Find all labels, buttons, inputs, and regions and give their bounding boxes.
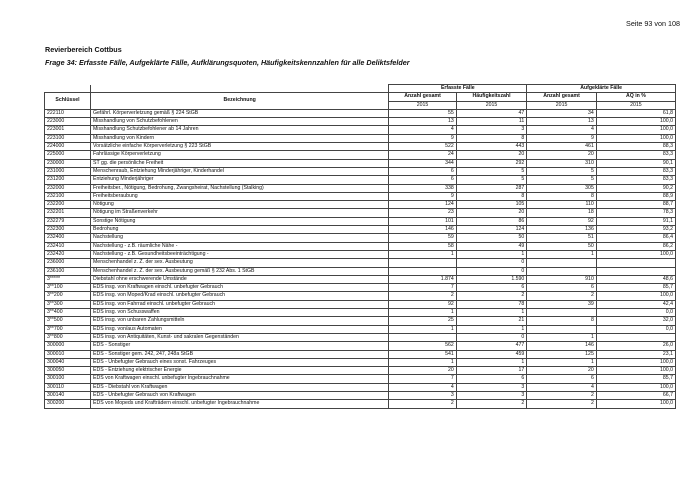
erfasst-anzahl-cell: 6 xyxy=(389,167,456,175)
key-cell: 300040 xyxy=(45,358,91,366)
aq-cell: 100,0 xyxy=(596,383,675,391)
haeufigkeitszahl-cell: 2 xyxy=(456,400,527,408)
aufgeklaert-anzahl-cell xyxy=(527,309,597,317)
key-cell: 232279 xyxy=(45,217,91,225)
aq-cell: 48,6 xyxy=(596,275,675,283)
erfasst-anzahl-cell: 1 xyxy=(389,309,456,317)
description-cell: Misshandlung Schutzbefohlener ab 14 Jahren xyxy=(90,126,388,134)
year-cell: 2015 xyxy=(596,101,675,109)
column-header-anzahl: Anzahl gesamt xyxy=(389,93,456,101)
column-header-row xyxy=(45,93,676,101)
description-cell: EDS insg. von Moped/Krad einschl. unbefugter Gebrauch xyxy=(90,292,388,300)
report-title: Frage 34: Erfasste Fälle, Aufgeklärte Fälle, Aufklärungsquoten, Häufigkeitskennzahlen für alle Deliktsfelder xyxy=(45,58,410,67)
table-row xyxy=(45,167,676,175)
erfasst-anzahl-cell: 1 xyxy=(389,358,456,366)
table-row xyxy=(45,300,676,308)
erfasst-anzahl-cell: 2 xyxy=(389,292,456,300)
key-cell: 3**200 xyxy=(45,292,91,300)
table-row xyxy=(45,400,676,408)
table-row xyxy=(45,367,676,375)
aufgeklaert-anzahl-cell xyxy=(527,325,597,333)
aufgeklaert-anzahl-cell: 51 xyxy=(527,234,597,242)
haeufigkeitszahl-cell: 78 xyxy=(456,300,527,308)
key-cell: 300050 xyxy=(45,367,91,375)
erfasst-anzahl-cell: 562 xyxy=(389,342,456,350)
erfasst-anzahl-cell: 101 xyxy=(389,217,456,225)
table-row xyxy=(45,109,676,117)
aufgeklaert-anzahl-cell: 39 xyxy=(527,300,597,308)
aufgeklaert-anzahl-cell: 18 xyxy=(527,209,597,217)
description-cell: Nötigung im Straßenverkehr xyxy=(90,209,388,217)
erfasst-anzahl-cell: 4 xyxy=(389,126,456,134)
aq-cell: 100,0 xyxy=(596,126,675,134)
haeufigkeitszahl-cell: 8 xyxy=(456,192,527,200)
haeufigkeitszahl-cell: 20 xyxy=(456,209,527,217)
erfasst-anzahl-cell: 1 xyxy=(389,325,456,333)
haeufigkeitszahl-cell: 11 xyxy=(456,118,527,126)
aq-cell: 100,0 xyxy=(596,400,675,408)
column-header-desc: Bezeichnung xyxy=(90,93,388,110)
erfasst-anzahl-cell: 9 xyxy=(389,134,456,142)
table-row xyxy=(45,267,676,275)
description-cell: Menschenraub, Entziehung Minderjähriger, Kinderhandel xyxy=(90,167,388,175)
erfasst-anzahl-cell: 522 xyxy=(389,143,456,151)
key-cell: 232100 xyxy=(45,192,91,200)
table-row xyxy=(45,391,676,399)
year-cell: 2015 xyxy=(527,101,597,109)
haeufigkeitszahl-cell: 86 xyxy=(456,217,527,225)
key-cell: 231000 xyxy=(45,167,91,175)
erfasst-anzahl-cell: 20 xyxy=(389,367,456,375)
aufgeklaert-anzahl-cell: 20 xyxy=(527,367,597,375)
description-cell: EDS insg. von Antiquitäten, Kunst- und sakralen Gegenständen xyxy=(90,333,388,341)
aq-cell: 42,4 xyxy=(596,300,675,308)
key-cell: 223100 xyxy=(45,134,91,142)
aufgeklaert-anzahl-cell: 136 xyxy=(527,226,597,234)
erfasst-anzahl-cell xyxy=(389,259,456,267)
aq-cell: 86,4 xyxy=(596,234,675,242)
table-row xyxy=(45,192,676,200)
haeufigkeitszahl-cell: 0 xyxy=(456,267,527,275)
key-cell: 3**800 xyxy=(45,333,91,341)
description-cell: EDS - Sonstiger xyxy=(90,342,388,350)
aufgeklaert-anzahl-cell: 9 xyxy=(527,134,597,142)
haeufigkeitszahl-cell: 47 xyxy=(456,109,527,117)
haeufigkeitszahl-cell: 5 xyxy=(456,176,527,184)
description-cell: EDS insg. von Schusswaffen xyxy=(90,309,388,317)
statistics-table xyxy=(44,84,676,409)
haeufigkeitszahl-cell: 287 xyxy=(456,184,527,192)
haeufigkeitszahl-cell: 8 xyxy=(456,134,527,142)
aufgeklaert-anzahl-cell: 305 xyxy=(527,184,597,192)
column-header-key: Schlüssel xyxy=(45,93,91,110)
aufgeklaert-anzahl-cell: 146 xyxy=(527,342,597,350)
key-cell: 300200 xyxy=(45,400,91,408)
key-cell: 3**500 xyxy=(45,317,91,325)
key-cell: 223001 xyxy=(45,126,91,134)
erfasst-anzahl-cell: 1.874 xyxy=(389,275,456,283)
haeufigkeitszahl-cell: 3 xyxy=(456,391,527,399)
key-cell: 230000 xyxy=(45,159,91,167)
haeufigkeitszahl-cell: 3 xyxy=(456,383,527,391)
key-cell: 300110 xyxy=(45,383,91,391)
table-row xyxy=(45,234,676,242)
description-cell: Diebstahl ohne erschwerende Umstände xyxy=(90,275,388,283)
haeufigkeitszahl-cell: 459 xyxy=(456,350,527,358)
haeufigkeitszahl-cell: 6 xyxy=(456,284,527,292)
erfasst-anzahl-cell: 9 xyxy=(389,192,456,200)
description-cell: Nötigung xyxy=(90,201,388,209)
haeufigkeitszahl-cell: 1.590 xyxy=(456,275,527,283)
aufgeklaert-anzahl-cell: 20 xyxy=(527,151,597,159)
aq-cell: 100,0 xyxy=(596,134,675,142)
table-row xyxy=(45,275,676,283)
table-row xyxy=(45,143,676,151)
table-row xyxy=(45,126,676,134)
description-cell: Menschenhandel z. Z. der sex. Ausbeutung gemäß § 232 Abs. 1 StGB xyxy=(90,267,388,275)
aufgeklaert-anzahl-cell: 34 xyxy=(527,109,597,117)
haeufigkeitszahl-cell: 1 xyxy=(456,250,527,258)
table-row xyxy=(45,350,676,358)
aq-cell: 100,0 xyxy=(596,358,675,366)
erfasst-anzahl-cell xyxy=(389,333,456,341)
aufgeklaert-anzahl-cell: 4 xyxy=(527,383,597,391)
header-blank-key xyxy=(45,85,91,93)
haeufigkeitszahl-cell: 124 xyxy=(456,226,527,234)
description-cell: Misshandlung von Schutzbefohlenen xyxy=(90,118,388,126)
aq-cell: 88,9 xyxy=(596,192,675,200)
key-cell: 3***** xyxy=(45,275,91,283)
table-row xyxy=(45,134,676,142)
erfasst-anzahl-cell: 146 xyxy=(389,226,456,234)
key-cell: 3**700 xyxy=(45,325,91,333)
aq-cell: 90,2 xyxy=(596,184,675,192)
key-cell: 232300 xyxy=(45,226,91,234)
header-blank-desc xyxy=(90,85,388,93)
description-cell: ST gg. die persönliche Freiheit xyxy=(90,159,388,167)
column-header-aq: AQ in % xyxy=(596,93,675,101)
key-cell: 222110 xyxy=(45,109,91,117)
haeufigkeitszahl-cell: 20 xyxy=(456,151,527,159)
description-cell: EDS - Unbefugter Gebrauch eines sonst. Fahrzeuges xyxy=(90,358,388,366)
aq-cell: 66,7 xyxy=(596,391,675,399)
aq-cell: 23,1 xyxy=(596,350,675,358)
description-cell: Gefährl. Körperverletzung gemäß § 224 StGB xyxy=(90,109,388,117)
aufgeklaert-anzahl-cell: 1 xyxy=(527,250,597,258)
aq-cell: 83,3 xyxy=(596,167,675,175)
key-cell: 300010 xyxy=(45,350,91,358)
key-cell: 236100 xyxy=(45,267,91,275)
table-row xyxy=(45,226,676,234)
erfasst-anzahl-cell: 23 xyxy=(389,209,456,217)
aufgeklaert-anzahl-cell: 1 xyxy=(527,333,597,341)
haeufigkeitszahl-cell: 1 xyxy=(456,358,527,366)
description-cell: EDS insg. von Kraftwagen einschl. unbefugter Gebrauch xyxy=(90,284,388,292)
erfasst-anzahl-cell: 7 xyxy=(389,375,456,383)
table-row xyxy=(45,151,676,159)
erfasst-anzahl-cell: 2 xyxy=(389,400,456,408)
aq-cell: 86,2 xyxy=(596,242,675,250)
aufgeklaert-anzahl-cell: 461 xyxy=(527,143,597,151)
aq-cell: 0,0 xyxy=(596,309,675,317)
aq-cell: 88,7 xyxy=(596,201,675,209)
erfasst-anzahl-cell: 24 xyxy=(389,151,456,159)
description-cell: Entziehung Minderjähriger xyxy=(90,176,388,184)
key-cell: 232000 xyxy=(45,184,91,192)
description-cell: EDS - Entziehung elektrischer Energie xyxy=(90,367,388,375)
aq-cell: 100,0 xyxy=(596,292,675,300)
aq-cell: 83,3 xyxy=(596,151,675,159)
aufgeklaert-anzahl-cell: 310 xyxy=(527,159,597,167)
erfasst-anzahl-cell: 92 xyxy=(389,300,456,308)
key-cell: 231200 xyxy=(45,176,91,184)
haeufigkeitszahl-cell: 1 xyxy=(456,325,527,333)
haeufigkeitszahl-cell: 49 xyxy=(456,242,527,250)
description-cell: Fahrlässige Körperverletzung xyxy=(90,151,388,159)
key-cell: 232400 xyxy=(45,234,91,242)
description-cell: Vorsätzliche einfache Körperverletzung § 223 StGB xyxy=(90,143,388,151)
haeufigkeitszahl-cell: 0 xyxy=(456,259,527,267)
description-cell: Bedrohung xyxy=(90,226,388,234)
description-cell: Nachstellung - z.B. räumliche Nähe - xyxy=(90,242,388,250)
table-row xyxy=(45,217,676,225)
aq-cell: 85,7 xyxy=(596,284,675,292)
key-cell: 232410 xyxy=(45,242,91,250)
key-cell: 223000 xyxy=(45,118,91,126)
aufgeklaert-anzahl-cell: 5 xyxy=(527,167,597,175)
key-cell: 3**400 xyxy=(45,309,91,317)
haeufigkeitszahl-cell: 3 xyxy=(456,126,527,134)
table-row xyxy=(45,259,676,267)
erfasst-anzahl-cell: 6 xyxy=(389,176,456,184)
haeufigkeitszahl-cell: 21 xyxy=(456,317,527,325)
haeufigkeitszahl-cell: 5 xyxy=(456,167,527,175)
description-cell: EDS - Unbefugter Gebrauch von Kraftwagen xyxy=(90,391,388,399)
haeufigkeitszahl-cell: 1 xyxy=(456,309,527,317)
erfasst-anzahl-cell: 55 xyxy=(389,109,456,117)
aq-cell: 26,0 xyxy=(596,342,675,350)
haeufigkeitszahl-cell: 50 xyxy=(456,234,527,242)
key-cell: 300140 xyxy=(45,391,91,399)
aufgeklaert-anzahl-cell: 50 xyxy=(527,242,597,250)
aq-cell: 100,0 xyxy=(596,250,675,258)
key-cell: 224000 xyxy=(45,143,91,151)
aufgeklaert-anzahl-cell: 13 xyxy=(527,118,597,126)
description-cell: EDS von Mopeds und Krafträdern einschl. unbefugter Ingebrauchnahme xyxy=(90,400,388,408)
erfasst-anzahl-cell: 13 xyxy=(389,118,456,126)
key-cell: 232201 xyxy=(45,209,91,217)
aq-cell: 91,1 xyxy=(596,217,675,225)
description-cell: Sonstige Nötigung xyxy=(90,217,388,225)
aufgeklaert-anzahl-cell: 6 xyxy=(527,284,597,292)
description-cell: EDS insg. von Fahrrad einschl. unbefugter Gebrauch xyxy=(90,300,388,308)
aufgeklaert-anzahl-cell: 6 xyxy=(527,375,597,383)
haeufigkeitszahl-cell: 477 xyxy=(456,342,527,350)
aufgeklaert-anzahl-cell: 2 xyxy=(527,292,597,300)
erfasst-anzahl-cell: 541 xyxy=(389,350,456,358)
erfasst-anzahl-cell: 124 xyxy=(389,201,456,209)
group-header-row xyxy=(45,85,676,93)
aq-cell: 85,7 xyxy=(596,375,675,383)
aq-cell: 93,2 xyxy=(596,226,675,234)
description-cell: Menschenhandel z. Z. der sex. Ausbeutung xyxy=(90,259,388,267)
description-cell: Freiheitsberaubung xyxy=(90,192,388,200)
key-cell: 3**300 xyxy=(45,300,91,308)
table-row xyxy=(45,184,676,192)
aq-cell: 78,3 xyxy=(596,209,675,217)
key-cell: 300100 xyxy=(45,375,91,383)
column-header-aufg: Anzahl gesamt xyxy=(527,93,597,101)
aq-cell: 100,0 xyxy=(596,367,675,375)
erfasst-anzahl-cell: 1 xyxy=(389,250,456,258)
table-row xyxy=(45,342,676,350)
aufgeklaert-anzahl-cell: 125 xyxy=(527,350,597,358)
key-cell: 300000 xyxy=(45,342,91,350)
haeufigkeitszahl-cell: 6 xyxy=(456,375,527,383)
aufgeklaert-anzahl-cell xyxy=(527,259,597,267)
table-row xyxy=(45,176,676,184)
table-row xyxy=(45,159,676,167)
column-header-hz: Häufigkeitszahl xyxy=(456,93,527,101)
aq-cell: 0,0 xyxy=(596,325,675,333)
description-cell: Freiheitsber., Nötigung, Bedrohung, Zwangsheirat, Nachstellung (Stalking) xyxy=(90,184,388,192)
aq-cell: 100,0 xyxy=(596,118,675,126)
table-row xyxy=(45,242,676,250)
aufgeklaert-anzahl-cell: 2 xyxy=(527,400,597,408)
description-cell: EDS - Diebstahl von Kraftwagen xyxy=(90,383,388,391)
table-row xyxy=(45,250,676,258)
aufgeklaert-anzahl-cell: 2 xyxy=(527,391,597,399)
table-row xyxy=(45,284,676,292)
aq-cell: 83,3 xyxy=(596,176,675,184)
description-cell: EDS - Sonstiger gem. 242, 247, 248a StGB xyxy=(90,350,388,358)
description-cell: EDS insg. von/aus Automaten xyxy=(90,325,388,333)
erfasst-anzahl-cell: 3 xyxy=(389,391,456,399)
key-cell: 225000 xyxy=(45,151,91,159)
aq-cell xyxy=(596,259,675,267)
erfasst-anzahl-cell: 25 xyxy=(389,317,456,325)
table-row xyxy=(45,325,676,333)
page-number: Seite 93 von 108 xyxy=(626,19,680,28)
aq-cell: 90,1 xyxy=(596,159,675,167)
description-cell: EDS von Kraftwagen einschl. unbefugter Ingebrauchnahme xyxy=(90,375,388,383)
table-row xyxy=(45,333,676,341)
table-row xyxy=(45,292,676,300)
aufgeklaert-anzahl-cell: 8 xyxy=(527,317,597,325)
year-cell: 2015 xyxy=(456,101,527,109)
table-row xyxy=(45,209,676,217)
erfasst-anzahl-cell: 7 xyxy=(389,284,456,292)
aufgeklaert-anzahl-cell: 1 xyxy=(527,358,597,366)
haeufigkeitszahl-cell: 0 xyxy=(456,333,527,341)
haeufigkeitszahl-cell: 105 xyxy=(456,201,527,209)
table-row xyxy=(45,201,676,209)
region-heading: Revierbereich Cottbus xyxy=(45,45,122,54)
haeufigkeitszahl-cell: 2 xyxy=(456,292,527,300)
aufgeklaert-anzahl-cell: 910 xyxy=(527,275,597,283)
aufgeklaert-anzahl-cell: 5 xyxy=(527,176,597,184)
description-cell: Misshandlung von Kindern xyxy=(90,134,388,142)
haeufigkeitszahl-cell: 17 xyxy=(456,367,527,375)
key-cell: 236000 xyxy=(45,259,91,267)
key-cell: 3**100 xyxy=(45,284,91,292)
erfasst-anzahl-cell xyxy=(389,267,456,275)
description-cell: Nachstellung - z.B. Gesundheitsbeeinträchtigung - xyxy=(90,250,388,258)
key-cell: 232200 xyxy=(45,201,91,209)
description-cell: EDS insg. von unbaren Zahlungsmitteln xyxy=(90,317,388,325)
erfasst-anzahl-cell: 59 xyxy=(389,234,456,242)
aufgeklaert-anzahl-cell: 110 xyxy=(527,201,597,209)
erfasst-anzahl-cell: 58 xyxy=(389,242,456,250)
aq-cell: 32,0 xyxy=(596,317,675,325)
aufgeklaert-anzahl-cell: 4 xyxy=(527,126,597,134)
aq-cell: 88,3 xyxy=(596,143,675,151)
haeufigkeitszahl-cell: 443 xyxy=(456,143,527,151)
table-row xyxy=(45,309,676,317)
erfasst-anzahl-cell: 4 xyxy=(389,383,456,391)
table-row xyxy=(45,317,676,325)
aufgeklaert-anzahl-cell xyxy=(527,267,597,275)
aufgeklaert-anzahl-cell: 92 xyxy=(527,217,597,225)
aq-cell xyxy=(596,333,675,341)
table-row xyxy=(45,383,676,391)
key-cell: 232420 xyxy=(45,250,91,258)
table-body xyxy=(45,109,676,408)
group-header-aufgeklaert: Aufgeklärte Fälle xyxy=(527,85,676,93)
aufgeklaert-anzahl-cell: 8 xyxy=(527,192,597,200)
table-row xyxy=(45,375,676,383)
group-header-erfasst: Erfasste Fälle xyxy=(389,85,527,93)
erfasst-anzahl-cell: 338 xyxy=(389,184,456,192)
haeufigkeitszahl-cell: 292 xyxy=(456,159,527,167)
year-cell: 2015 xyxy=(389,101,456,109)
table-row xyxy=(45,118,676,126)
erfasst-anzahl-cell: 344 xyxy=(389,159,456,167)
description-cell: Nachstellung xyxy=(90,234,388,242)
aq-cell: 61,8 xyxy=(596,109,675,117)
aq-cell xyxy=(596,267,675,275)
table-row xyxy=(45,358,676,366)
